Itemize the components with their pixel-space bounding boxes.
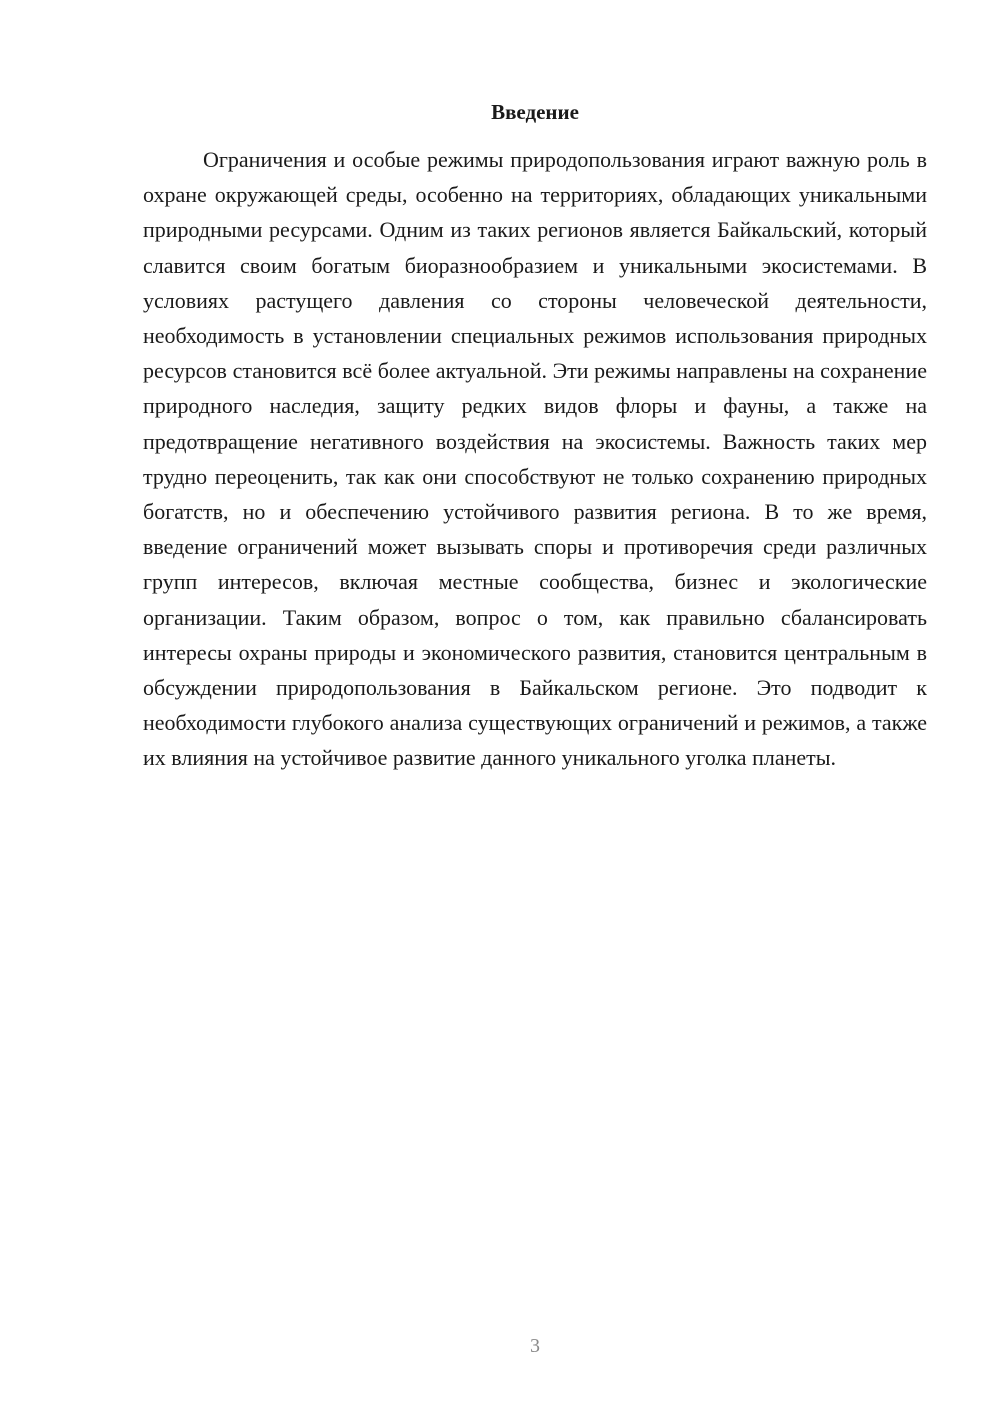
body-paragraph: Ограничения и особые режимы природопользования играют важную роль в охране окружающей среды, особенно на территориях, обладающих уникальными природными ресурсами. Одним из таких регионов является Байкальский, который славится своим богатым биоразнообразием и уникальными экосистемами. В условиях растущего давления со стороны человеческой деятельности, необходимость в установлении специальных режимов использования природных ресурсов становится всё более актуальной. Эти режимы направлены на сохранение природного наследия, защиту редких видов флоры и фауны, а также на предотвращение негативного воздействия на экосистемы. Важность таких мер трудно переоценить, так как они способствуют не только сохранению природных богатств, но и обеспечению устойчивого развития региона. В то же время, введение ограничений может вызывать споры и противоречия среди различных групп интересов, включая местные сообщества, бизнес и экологические организации. Таким образом, вопрос о том, как правильно сбалансировать интересы охраны природы и экономического развития, становится центральным в обсуждении природопользования в Байкальском регионе. Это подводит к необходимости глубокого анализа существующих ограничений и режимов, а также их влияния на устойчивое развитие данного уникального уголка планеты.: [143, 147, 927, 771]
page-number: 3: [530, 1335, 540, 1357]
section-heading: Введение: [491, 100, 579, 124]
